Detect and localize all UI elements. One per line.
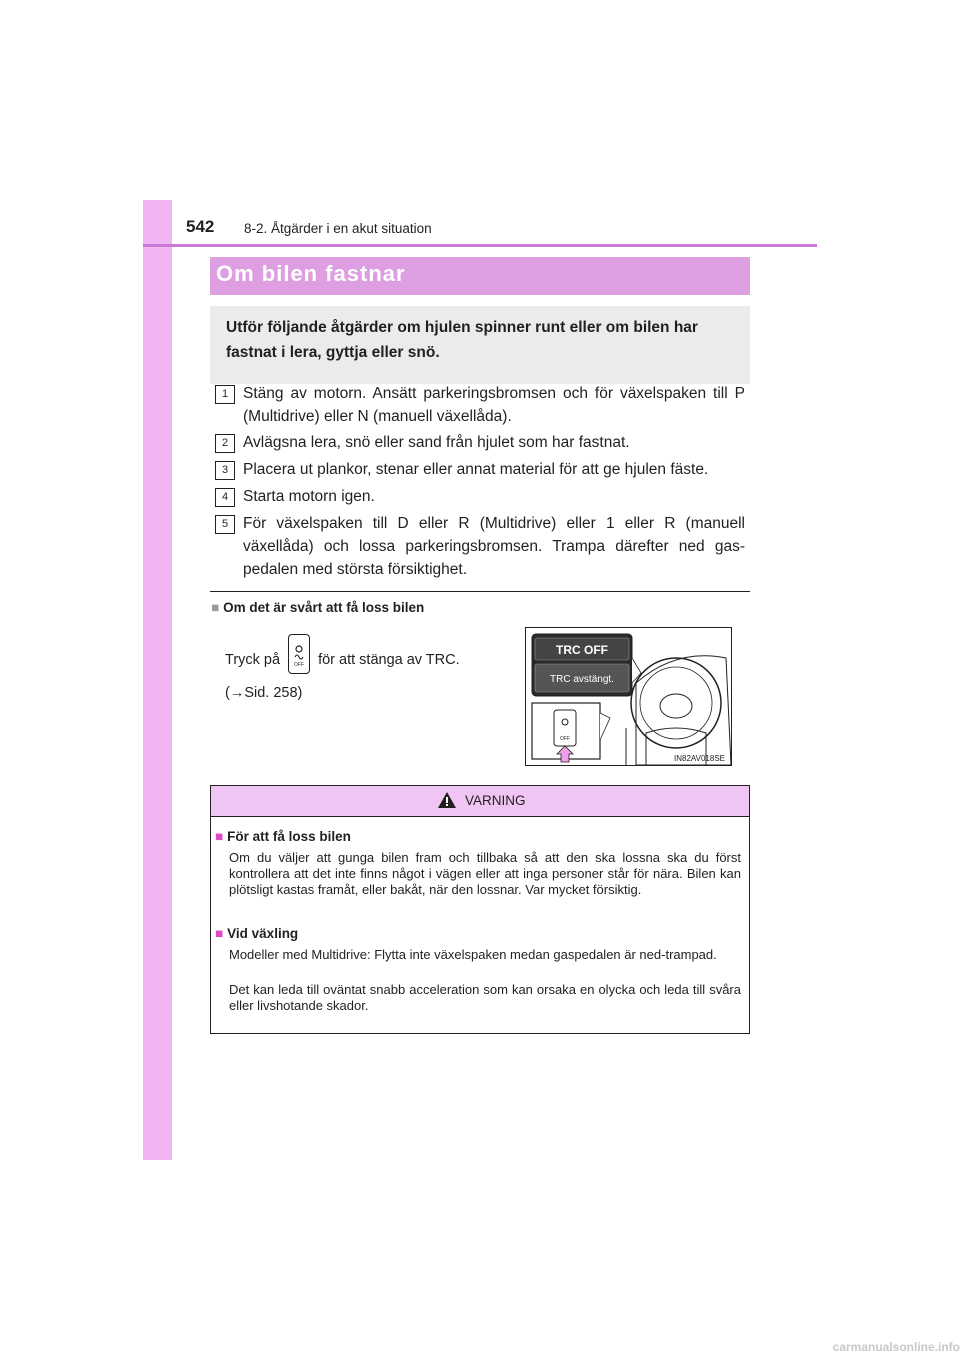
warning-paragraph: Modeller med Multidrive: Flytta inte växelspaken medan gaspedalen är ned-trampad. [229,947,717,962]
intro-box: Utför följande åtgärder om hjulen spinner runt eller om bilen har fastnat i lera, gyttja eller snö. [210,306,750,384]
step-number-1: 1 [215,385,235,404]
svg-text:TRC OFF: TRC OFF [556,643,608,657]
warning-paragraph: Om du väljer att gunga bilen fram och tillbaka så att den ska lossna ska du först kontrollera att det inte finns något i vägen eller att inga personer står för nära. Bilen kan plötsligt kastas framåt, eller bakåt, när den lossnar. Var mycket försiktig. [229,850,741,897]
step-number-3: 3 [215,461,235,480]
step-text-3: Placera ut plankor, stenar eller annat material för att ge hjulen fäste. [243,461,709,478]
warning-triangle-icon [437,791,457,809]
warning-heading-2: ■ Vid växling [215,926,299,941]
warning-paragraph: Det kan leda till oväntat snabb acceleration som kan orsaka en olycka och leda till svåra eller livshotande skador. [229,982,741,1013]
page-reference: (→Sid. 258) [225,685,303,701]
trc-instruction: Tryck på OFF för att stänga av TRC. (→Sid. 258) [225,640,507,706]
step-text-2: Avlägsna lera, snö eller sand från hjulet som har fastnat. [243,434,630,451]
footer-watermark: carmanualsonline.info [832,1340,960,1354]
svg-text:OFF: OFF [294,662,305,668]
section-path: 8-2. Åtgärder i en akut situation [244,221,432,236]
square-bullet-icon: ■ [211,600,220,615]
warning-label: VARNING [465,793,526,808]
svg-text:OFF: OFF [560,736,570,742]
page-title: Om bilen fastnar [216,261,406,286]
subsection-heading: ■ Om det är svårt att få loss bilen [211,600,425,615]
step-number-4: 4 [215,488,235,507]
steering-wheel-icon [631,658,721,748]
step-text-1: Stäng av motorn. Ansätt parkeringsbromsen och för växelspaken till P (Multidrive) eller N (manuell växellåda). [243,385,745,425]
trc-off-switch-icon [288,634,310,674]
trc-dashboard-figure [525,627,732,766]
square-bullet-icon: ■ [215,829,224,844]
step-text-4: Starta motorn igen. [243,488,375,505]
warning-box [210,785,750,1034]
warning-header [211,786,749,817]
sidebar-strip [143,200,172,1160]
step-number-5: 5 [215,515,235,534]
page-number: 542 [186,217,215,236]
svg-text:IN82AV018SE: IN82AV018SE [674,754,725,763]
warning-heading-1: ■ För att få loss bilen [215,829,351,844]
square-bullet-icon: ■ [215,926,224,941]
step-number-2: 2 [215,434,235,453]
svg-text:TRC avstängt.: TRC avstängt. [550,674,614,685]
section-divider [210,591,750,592]
step-text-5: För växelspaken till D eller R (Multidrive) eller 1 eller R (manuell växellåda) och lossa parkeringsbromsen. Trampa därefter ned gas-pedalen med största försiktighet. [243,515,745,578]
header-rule [143,244,817,247]
